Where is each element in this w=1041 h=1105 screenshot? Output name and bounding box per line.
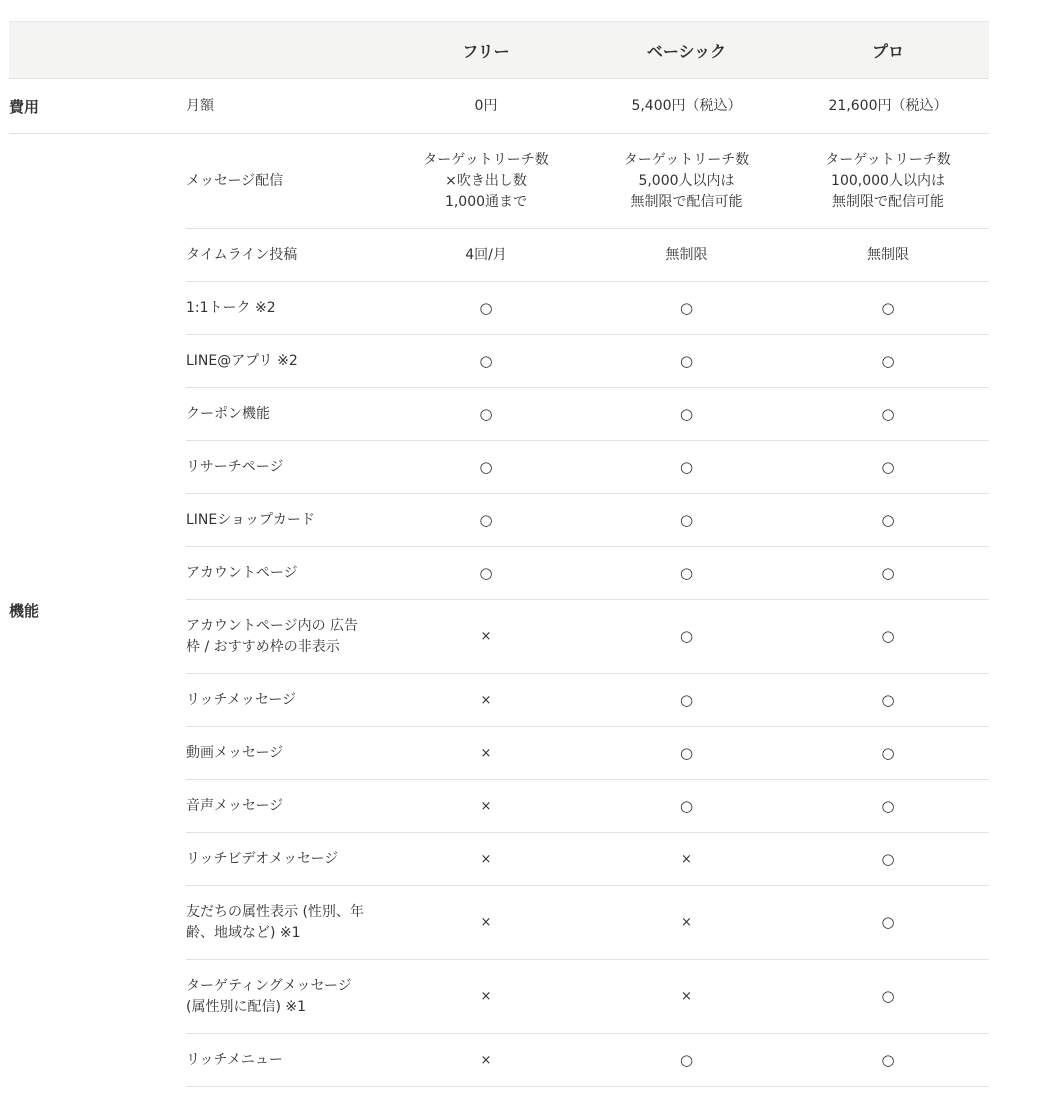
plan-value-basic bbox=[586, 335, 787, 388]
table-body bbox=[9, 79, 989, 1087]
plan-value-basic bbox=[586, 388, 787, 441]
available-mark: ○ bbox=[881, 849, 895, 868]
available-mark: ○ bbox=[881, 510, 895, 529]
unavailable-mark: × bbox=[480, 629, 492, 644]
available-mark: ○ bbox=[881, 743, 895, 762]
plan-value-pro bbox=[787, 229, 989, 282]
available-mark: ○ bbox=[479, 563, 493, 582]
available-mark: ○ bbox=[679, 690, 694, 709]
plan-value-basic bbox=[586, 960, 787, 1034]
category-label: 機能 bbox=[9, 134, 186, 1087]
available-mark: ○ bbox=[881, 457, 895, 476]
feature-label-line: 音声メッセージ bbox=[186, 797, 284, 814]
plan-value-basic bbox=[586, 134, 787, 229]
feature-label bbox=[186, 388, 386, 441]
available-mark: ○ bbox=[479, 457, 493, 476]
feature-label-line: リッチビデオメッセージ bbox=[186, 850, 339, 867]
plan-value-basic bbox=[586, 547, 787, 600]
feature-label-line: アカウントページ bbox=[186, 564, 298, 581]
unavailable-mark: × bbox=[480, 745, 492, 761]
table-row bbox=[9, 134, 989, 229]
plan-value-free bbox=[386, 833, 586, 886]
feature-label-line: 齢、地域など) ※1 bbox=[186, 924, 301, 941]
plan-value-pro bbox=[787, 441, 989, 494]
feature-label bbox=[186, 600, 386, 674]
available-mark: ○ bbox=[881, 351, 895, 370]
available-mark: ○ bbox=[679, 563, 694, 582]
plan-value-pro bbox=[787, 494, 989, 547]
feature-label bbox=[186, 229, 386, 282]
available-mark: ○ bbox=[881, 404, 895, 423]
plan-header-free: フリー bbox=[386, 22, 586, 79]
value-text: ターゲットリーチ数 bbox=[825, 151, 951, 168]
value-text: ターゲットリーチ数 bbox=[423, 151, 549, 168]
feature-label bbox=[186, 1034, 386, 1087]
plan-header-basic: ベーシック bbox=[586, 22, 787, 79]
plan-value-free bbox=[386, 229, 586, 282]
category-label: 費用 bbox=[9, 79, 186, 134]
plan-value-pro bbox=[787, 674, 989, 727]
available-mark: ○ bbox=[479, 404, 493, 423]
feature-label-line: 友だちの属性表示 (性別、年 bbox=[186, 903, 364, 920]
plan-value-free bbox=[386, 600, 586, 674]
unavailable-mark: × bbox=[681, 915, 692, 930]
available-mark: ○ bbox=[479, 298, 493, 317]
feature-label bbox=[186, 335, 386, 388]
value-text: 100,000人以内は bbox=[831, 172, 945, 189]
value-text: 21,600円（税込） bbox=[828, 97, 948, 114]
unavailable-mark: × bbox=[480, 798, 492, 814]
available-mark: ○ bbox=[679, 796, 694, 815]
feature-label bbox=[186, 727, 386, 780]
value-text: 無制限で配信可能 bbox=[832, 193, 944, 210]
unavailable-mark: × bbox=[681, 851, 692, 867]
available-mark: ○ bbox=[479, 510, 493, 529]
plan-value-pro bbox=[787, 727, 989, 780]
unavailable-mark: × bbox=[480, 989, 492, 1004]
plan-value-pro bbox=[787, 833, 989, 886]
plan-value-free bbox=[386, 134, 586, 229]
plan-value-free bbox=[386, 886, 586, 960]
plan-value-basic bbox=[586, 886, 787, 960]
plan-header-pro: プロ bbox=[787, 22, 989, 79]
value-text: 0円 bbox=[474, 97, 498, 114]
plan-value-pro bbox=[787, 134, 989, 229]
plan-value-free bbox=[386, 282, 586, 335]
available-mark: ○ bbox=[881, 1050, 895, 1069]
available-mark: ○ bbox=[679, 457, 694, 476]
plan-value-basic bbox=[586, 674, 787, 727]
available-mark: ○ bbox=[881, 796, 895, 815]
plan-value-pro bbox=[787, 960, 989, 1034]
plan-value-basic bbox=[586, 600, 787, 674]
feature-label bbox=[186, 780, 386, 833]
plan-value-pro bbox=[787, 335, 989, 388]
available-mark: ○ bbox=[679, 298, 694, 317]
feature-label-line: (属性別に配信) ※1 bbox=[186, 998, 307, 1015]
available-mark: ○ bbox=[881, 563, 895, 582]
available-mark: ○ bbox=[679, 627, 694, 645]
feature-label bbox=[186, 282, 386, 335]
plan-value-pro bbox=[787, 79, 989, 134]
plan-value-pro bbox=[787, 780, 989, 833]
plan-value-basic bbox=[586, 780, 787, 833]
feature-label-line: アカウントページ内の 広告 bbox=[186, 617, 359, 634]
available-mark: ○ bbox=[679, 404, 694, 423]
unavailable-mark: × bbox=[480, 915, 492, 930]
available-mark: ○ bbox=[881, 690, 895, 709]
feature-label bbox=[186, 134, 386, 229]
plan-value-free bbox=[386, 674, 586, 727]
plan-value-basic bbox=[586, 1034, 787, 1087]
feature-label-line: リッチメニュー bbox=[186, 1051, 283, 1068]
value-text: 無制限 bbox=[867, 246, 909, 263]
feature-label-line: 動画メッセージ bbox=[186, 744, 284, 761]
feature-label-line: クーポン機能 bbox=[186, 405, 270, 422]
feature-label-line: 月額 bbox=[186, 97, 214, 114]
feature-label bbox=[186, 674, 386, 727]
available-mark: ○ bbox=[479, 351, 493, 370]
feature-label-line: リサーチページ bbox=[186, 458, 284, 475]
plan-value-free bbox=[386, 960, 586, 1034]
plan-value-basic bbox=[586, 727, 787, 780]
feature-label bbox=[186, 494, 386, 547]
value-text: ターゲットリーチ数 bbox=[623, 151, 750, 168]
plan-value-pro bbox=[787, 886, 989, 960]
plan-value-pro bbox=[787, 282, 989, 335]
plan-value-basic bbox=[586, 79, 787, 134]
feature-label-line: メッセージ配信 bbox=[186, 172, 284, 189]
available-mark: ○ bbox=[679, 743, 694, 762]
available-mark: ○ bbox=[679, 351, 694, 370]
value-text: 無制限で配信可能 bbox=[630, 193, 743, 210]
plan-comparison-table bbox=[9, 21, 989, 1087]
feature-label bbox=[186, 960, 386, 1034]
header-feature-cell bbox=[186, 22, 386, 79]
feature-label-line: 枠 / おすすめ枠の非表示 bbox=[186, 638, 340, 655]
plan-value-free bbox=[386, 335, 586, 388]
feature-label bbox=[186, 547, 386, 600]
unavailable-mark: × bbox=[480, 1052, 492, 1068]
plan-value-free bbox=[386, 79, 586, 134]
feature-label bbox=[186, 79, 386, 134]
unavailable-mark: × bbox=[681, 989, 692, 1004]
plan-value-pro bbox=[787, 547, 989, 600]
value-text: 4回/月 bbox=[465, 246, 507, 263]
header-category-cell bbox=[9, 22, 186, 79]
available-mark: ○ bbox=[881, 913, 895, 931]
feature-label-line: リッチメッセージ bbox=[186, 691, 297, 708]
feature-label-line: ターゲティングメッセージ bbox=[186, 977, 352, 994]
plan-value-free bbox=[386, 547, 586, 600]
plan-value-pro bbox=[787, 1034, 989, 1087]
plan-value-free bbox=[386, 1034, 586, 1087]
available-mark: ○ bbox=[881, 987, 895, 1005]
feature-label bbox=[186, 441, 386, 494]
plan-value-free bbox=[386, 727, 586, 780]
available-mark: ○ bbox=[679, 510, 694, 529]
value-text: 5,000人以内は bbox=[638, 172, 735, 189]
plan-value-basic bbox=[586, 441, 787, 494]
feature-label bbox=[186, 833, 386, 886]
table-row bbox=[9, 79, 989, 134]
plan-value-free bbox=[386, 441, 586, 494]
available-mark: ○ bbox=[679, 1050, 694, 1069]
plan-value-pro bbox=[787, 388, 989, 441]
plan-value-basic bbox=[586, 833, 787, 886]
feature-label-line: LINE@アプリ ※2 bbox=[186, 352, 298, 369]
available-mark: ○ bbox=[881, 627, 895, 645]
plan-value-basic bbox=[586, 494, 787, 547]
plan-value-basic bbox=[586, 229, 787, 282]
feature-label bbox=[186, 886, 386, 960]
plan-value-basic bbox=[586, 282, 787, 335]
plan-value-free bbox=[386, 780, 586, 833]
value-text: ×吹き出し数 bbox=[445, 172, 527, 189]
feature-label-line: 1:1トーク ※2 bbox=[186, 299, 276, 316]
header-row bbox=[9, 22, 989, 79]
value-text: 無制限 bbox=[665, 246, 708, 263]
plan-value-free bbox=[386, 388, 586, 441]
feature-label-line: LINEショップカード bbox=[186, 511, 315, 528]
feature-label-line: タイムライン投稿 bbox=[186, 246, 298, 263]
value-text: 5,400円（税込） bbox=[631, 97, 742, 114]
unavailable-mark: × bbox=[480, 692, 492, 708]
plan-value-pro bbox=[787, 600, 989, 674]
unavailable-mark: × bbox=[480, 851, 492, 867]
available-mark: ○ bbox=[881, 298, 895, 317]
plan-value-free bbox=[386, 494, 586, 547]
value-text: 1,000通まで bbox=[444, 193, 528, 210]
